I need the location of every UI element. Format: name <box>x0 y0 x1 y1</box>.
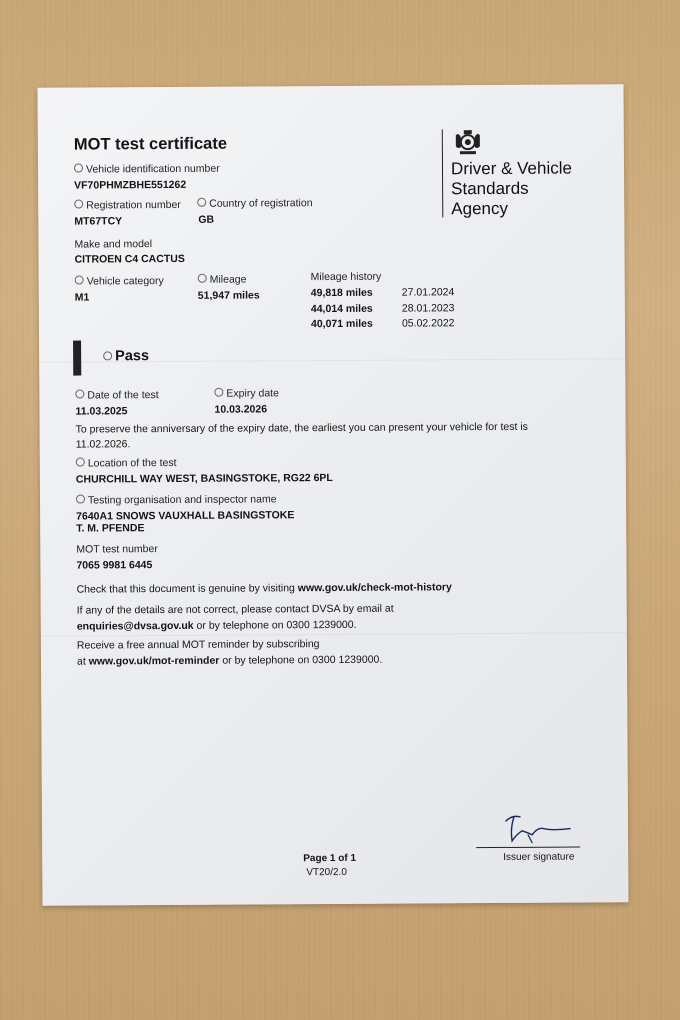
royal-crest-icon <box>453 129 483 155</box>
mileage-history-row: 40,071 miles 05.02.2022 <box>310 317 455 331</box>
make-model-label: Make and model <box>74 238 153 251</box>
info-icon <box>74 200 83 209</box>
info-icon <box>74 164 83 173</box>
organisation-value: 7640A1 SNOWS VAUXHALL BASINGSTOKE T. M. PFENDE <box>76 509 295 535</box>
agency-name-line: Driver & Vehicle <box>450 158 573 179</box>
mileage-label: Mileage <box>198 274 247 286</box>
expiry-date-label: Expiry date <box>214 387 279 399</box>
info-icon <box>76 458 85 467</box>
info-icon <box>197 198 206 207</box>
organisation-label: Testing organisation and inspector name <box>76 493 277 506</box>
dvsa-logo <box>442 128 612 217</box>
registration-label: Registration number <box>74 199 181 212</box>
mileage-value: 51,947 miles <box>197 289 260 302</box>
check-mot-history-link[interactable]: www.gov.uk/check-mot-history <box>297 581 452 595</box>
location-value: CHURCHILL WAY WEST, BASINGSTOKE, RG22 6PL <box>75 472 333 486</box>
test-number-label: MOT test number <box>76 543 158 556</box>
location-label: Location of the test <box>76 457 177 470</box>
issuer-signature <box>498 811 578 851</box>
agency-name-line: Agency <box>451 198 509 219</box>
agency-name-line: Standards <box>451 178 529 199</box>
info-icon <box>198 274 207 283</box>
contact-email-link[interactable]: enquiries@dvsa.gov.uk <box>76 619 194 633</box>
signature-label: Issuer signature <box>503 851 575 863</box>
mileage-history-row: 44,014 miles 28.01.2023 <box>310 301 455 315</box>
info-icon <box>75 390 84 399</box>
reminder-text: Receive a free annual MOT reminder by subscribing at www.gov.uk/mot-reminder or by telephone on 0300 1239000. <box>76 638 383 668</box>
test-date-value: 11.03.2025 <box>75 405 128 418</box>
info-icon <box>76 495 85 504</box>
make-model-value: CITROEN C4 CACTUS <box>74 252 185 266</box>
check-genuine-text: Check that this document is genuine by visiting www.gov.uk/check-mot-history <box>76 581 452 596</box>
registration-value: MT67TCY <box>74 215 123 228</box>
info-icon <box>214 388 223 397</box>
category-label: Vehicle category <box>75 275 164 288</box>
mileage-history-row: 49,818 miles 27.01.2024 <box>310 286 455 300</box>
country-label: Country of registration <box>197 197 312 210</box>
page-number: Page 1 of 1 <box>303 852 357 865</box>
info-icon <box>103 351 112 360</box>
expiry-date-value: 10.03.2026 <box>214 403 268 416</box>
contact-text: If any of the details are not correct, please contact DVSA by email at enquiries@dvsa.gov.uk or by telephone on 0300 1239000. <box>76 602 394 633</box>
country-value: GB <box>198 213 215 226</box>
mot-certificate-paper <box>38 84 629 906</box>
mileage-history-list <box>311 285 455 332</box>
test-date-label: Date of the test <box>75 389 158 402</box>
mileage-history-label: Mileage history <box>310 270 382 284</box>
anniversary-note: To preserve the anniversary of the expiry date, the earliest you can present your vehicle for test is 11.02.2026. <box>75 420 528 451</box>
test-number-value: 7065 9981 6445 <box>76 559 153 572</box>
test-result: Pass <box>103 348 149 364</box>
info-icon <box>75 276 84 285</box>
certificate-title: MOT test certificate <box>73 134 228 154</box>
mot-reminder-link[interactable]: www.gov.uk/mot-reminder <box>88 654 220 667</box>
category-value: M1 <box>74 291 90 304</box>
vin-label: Vehicle identification number <box>74 163 220 176</box>
vin-value: VF70PHMZBHE551262 <box>74 178 187 192</box>
form-code: VT20/2.0 <box>306 866 347 879</box>
result-bar <box>73 341 81 376</box>
